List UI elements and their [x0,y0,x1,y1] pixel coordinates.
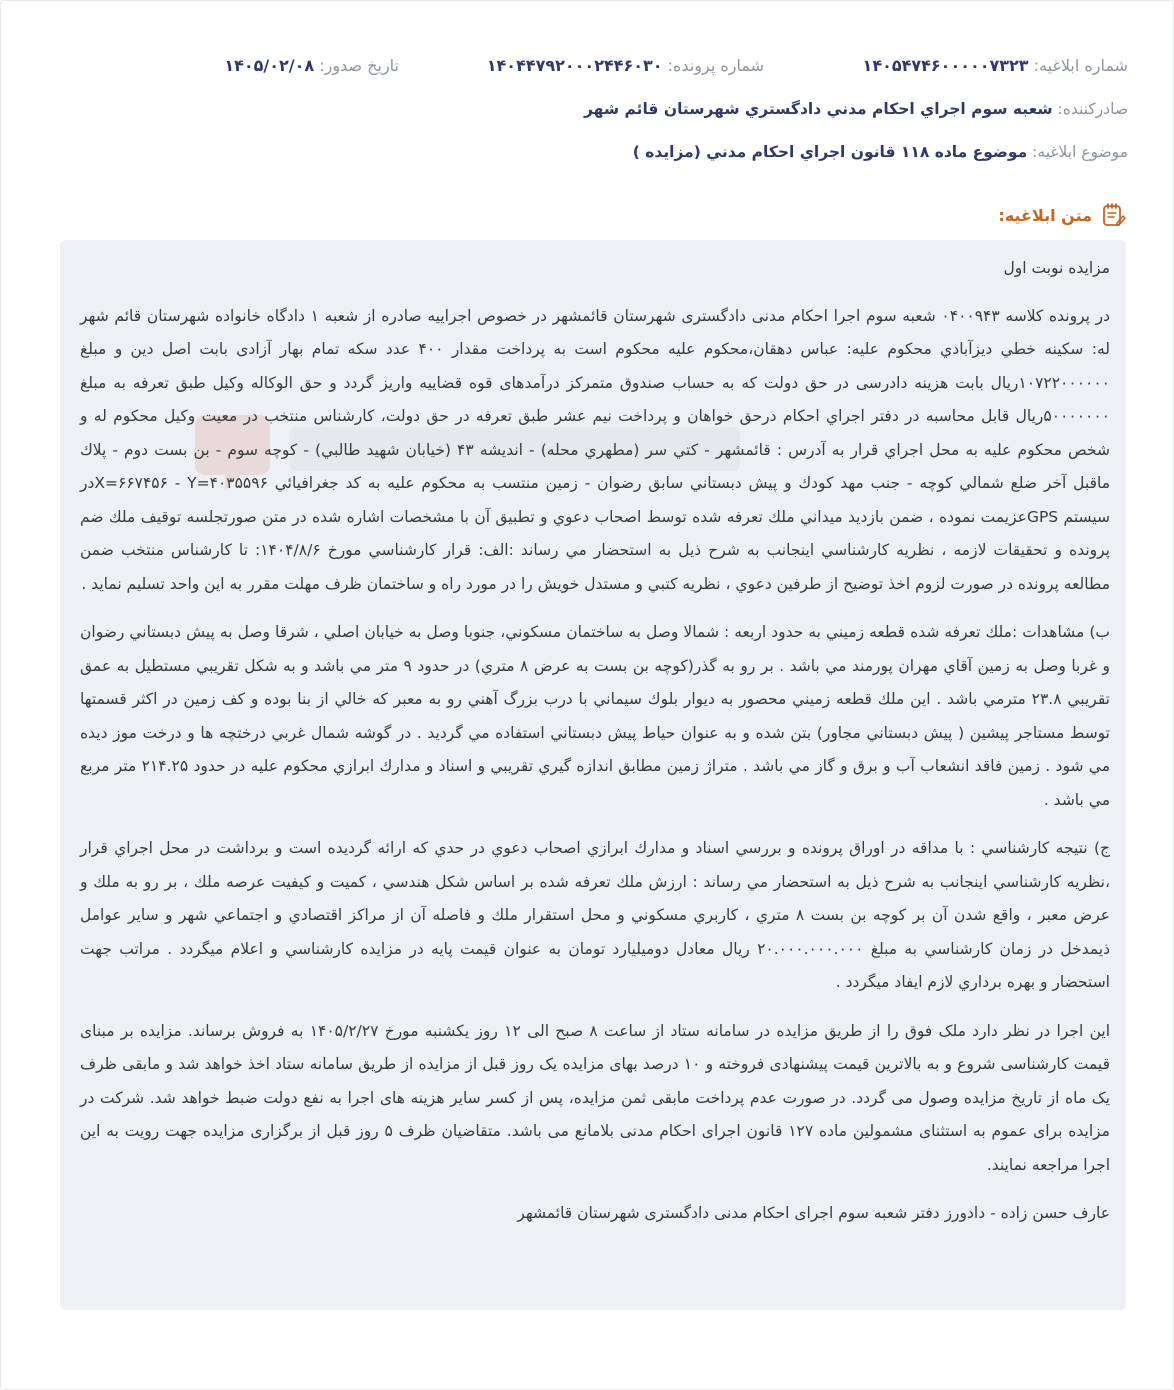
issue-date [224,56,399,75]
body-paragraph: اين اجرا در نظر دارد ملک فوق را از طريق مزايده در سامانه ستاد از ساعت ۸ صبح الی ۱۲ روز يكشنبه مورخ ۱۴۰۵/۲/۲۷ به فروش برساند. مزايده بر مبنای قيمت كارشناسی شروع و به بالاترين قيمت پيشنهادی فروخته و ۱۰ درصد بهای مزايده يک روز قبل از مزايده از طريق سامانه ستاد اخذ خواهد شد و مابقی ظرف يک ماه از تاريخ مزايده وصول می گردد. در صورت عدم پرداخت مابقی ثمن مزايده، پس از کسر ساير هزينه های اجرا به نفع دولت ضبط خواهد شد. شركت در مزايده برای عموم به استثنای مشمولين ماده ۱۲۷ قانون اجرای احكام مدنی بلامانع می باشد. متقاضيان ظرف ۵ روز قبل از برگزاری مزايده جهت رويت به اين اجرا مراجعه نمايند. [80,1021,1110,1174]
body-title: مزايده نوبت اول [1003,259,1110,277]
issue-date-label: تاريخ صدور: [319,56,399,75]
note-icon [1100,202,1126,228]
case-number-label: شماره پرونده: [667,56,764,75]
subject-label: موضوع ابلاغيه: [1032,143,1128,161]
issuer-value: شعبه سوم اجراي احکام مدني دادگستري شهرستان قائم شهر [584,100,1053,118]
section-header [998,201,1126,229]
case-number-value: ۱۴۰۴۴۷۹۲۰۰۰۲۴۴۶۰۳۰ [486,56,663,75]
issuer-label: صادرکننده: [1057,100,1128,118]
notice-number [863,56,1128,75]
notice-number-value: ۱۴۰۵۴۷۴۶۰۰۰۰۰۷۳۲۳ [862,56,1029,75]
body-paragraph: ب) مشاهدات :ملك تعرفه شده قطعه زميني به حدود اربعه : شمالا وصل به ساختمان مسكوني، جنوبا وصل به خيابان اصلي ، شرقا وصل به پيش دبستاني رضوان و غربا وصل به زمين آقاي مهران پورمند مي باشد . بر رو به گذر(كوچه بن بست به عرض ۸ متري) در حدود ۹ متر مي باشد و به شكل تقريبي مستطيل به عمق تقريبي ۲۳.۸ مترمي باشد . اين ملك قطعه زميني محصور به ديوار بلوك سيماني با درب بزرگ آهني رو به معبر كه خالي از بنا بوده و كف زمين در اكثر قسمتها توسط مستاجر پيشين ( پيش دبستاني مجاور) بتن شده و به عنوان حياط پيش دبستاني استفاده مي گرديد . در گوشه شمال غربي درختچه ها و درخت موز ديده مي شود . زمين فاقد انشعاب آب و برق و گاز مي باشد . متراژ زمين مطابق اندازه گيري تقريبي و اسناد و مدارك ابرازي محكوم عليه در حدود ۲۱۴.۲۵ متر مربع مي باشد . [80,623,1111,809]
body-paragraph: در پرونده كلاسه ۰۴۰۰۹۴۳ شعبه سوم اجرا احكام مدنى دادگسترى شهرستان قائمشهر در خصوص اجراييه صادره از شعبه ۱ دادگاه خانواده شهرستان قائم شهر له: سکينه خطي ديزآبادي محکوم عليه: عباس دهقان،محكوم عليه محكوم است به پرداخت مقدار ۴۰۰ عدد سکه تمام بهار آزادی بابت اصل دين و مبلغ ۱۰۷۲۲۰۰۰۰۰۰ريال بابت هزينه دادرسی در حق دولت كه به حساب صندوق متمركز درآمدهای قوه قضاييه واريز گردد و حق الوکاله وکيل طبق تعرفه به مبلغ ۵۰۰۰۰۰۰۰ريال قابل محاسبه در دفتر اجراي احکام درحق خواهان و پرداخت نيم عشر طبق تعرفه در حق دولت، كارشناس منتخب در معيت وکيل محکوم له و شخص محکوم عليه به محل اجراي قرار به آدرس : قائمشهر - کتي سر (مطهري محله) - انديشه ۴۳ (خيابان شهيد طالبي) - کوچه سوم - بن بست دوم - پلاك ماقبل آخر ضلع شمالي کوچه - جنب مهد کودك و پيش دبستاني سابق رضوان - زمين منتسب به محكوم عليه به كد جغرافيائي X=۶۶۷۴۵۶ - Y=۴۰۳۵۵۹۶در سيستم GPSعزيمت نموده ، ضمن بازديد ميداني ملك تعرفه شده توسط اصحاب دعوي و تطبيق آن با مشخصات اشاره شده در متن صورتجلسه توقيف ملك ضم پرونده و تحقيقات لازمه ، نظريه كارشناسي اينجانب به شرح ذيل به استحضار مي رساند :الف: قرار کارشناسي مورخ ۱۴۰۴/۸/۶: تا کارشناس منتخب ضمن مطالعه پرونده در صورت لزوم اخذ توضيح از طرفين دعوي ، نظريه کتبي و مستدل خويش را در مورد راه و ساختمان ظرف مهلت مقرر به اين واحد تسليم نمايد . [80,306,1111,593]
notice-number-label: شماره ابلاغيه: [1033,56,1128,75]
subject-value: موضوع ماده ۱۱۸ قانون اجراي احکام مدني (مزايده ) [632,143,1028,161]
section-title: متن ابلاغيه: [998,205,1092,225]
issue-date-value: ۱۴۰۵/۰۲/۰۸ [224,56,315,75]
body-signature: عارف حسن زاده - دادورز دفتر شعبه سوم اجرای احکام مدنی دادگستری شهرستان قائمشهر [517,1204,1110,1222]
notice-body [80,252,1110,1246]
subject [633,143,1128,161]
body-paragraph: ج) نتيجه کارشناسي : با مداقه در اوراق پرونده و بررسي اسناد و مدارك ابرازي اصحاب دعوي در حدي كه ارائه گرديده است و برداشت در محل اجراي قرار ،نظريه كارشناسي اينجانب به شرح ذيل به استحضار مي رساند : ارزش ملك تعرفه شده بر اساس شكل هندسي ، كميت و كيفيت عرصه ملك ، بر رو به ملك و عرض معبر ، واقع شدن آن بر كوچه بن بست ۸ متري ، كاربري مسكوني و محل استقرار ملك و فاصله آن از مراكز اقتصادي و اجتماعي شهر و ساير عوامل ذيمدخل در زمان كارشناسي به مبلغ ۲۰.۰۰۰.۰۰۰.۰۰۰ ريال معادل دوميليارد تومان به عنوان قيمت پايه در مزايده كارشناسي و اعلام ميگردد . مراتب جهت استحضار و بهره برداري لازم ايفاد ميگردد . [80,839,1111,991]
case-number [487,56,764,75]
issuer [584,100,1128,118]
